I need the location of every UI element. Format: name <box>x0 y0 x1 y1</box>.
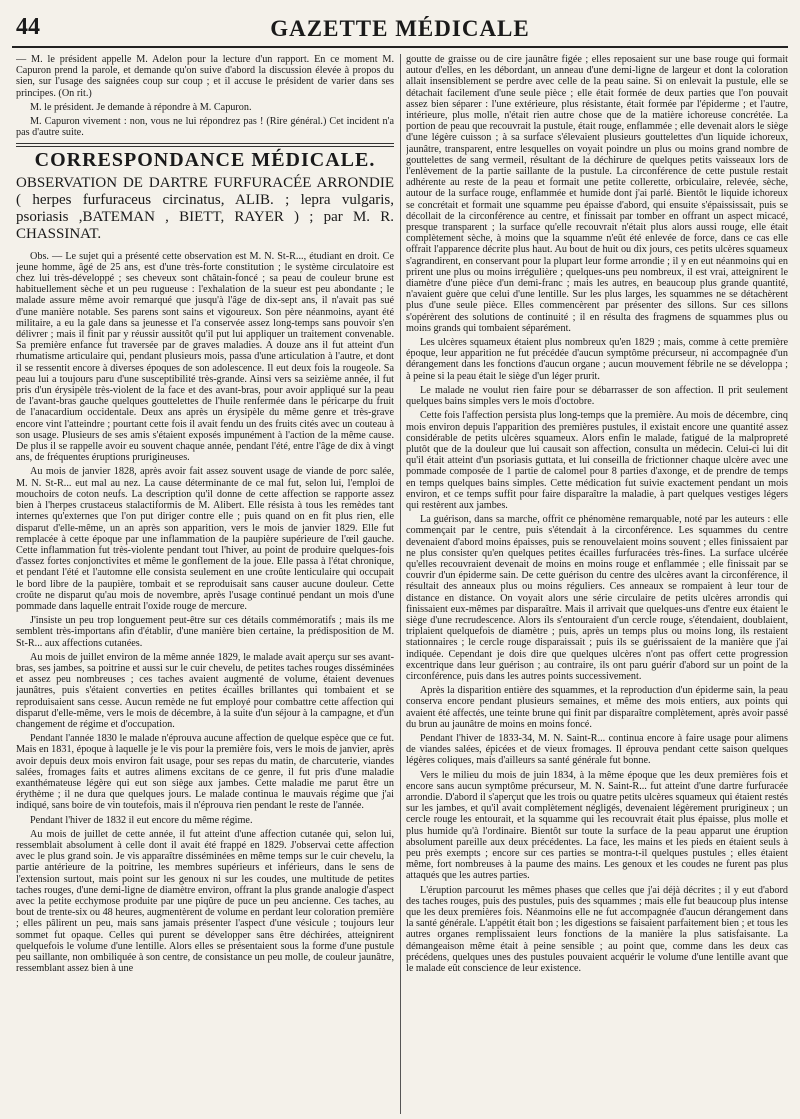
paragraph: Après la disparition entière des squammes, et la reproduction d'un épiderme sain, la peau conserva encore pendant plusieurs semaines, et même des mois entiers, aux points qui avaient été affectés, une teinte brune qui finit par disparaître complètement, après avoir passé du brun au jaunâtre de moins en moins foncé. <box>406 685 788 730</box>
article-title: OBSERVATION DE DARTRE FURFURACÉE ARRONDIE ( herpes furfuraceus circinatus, ALIB. ; lepra vulgaris, psoriasis ,BATEMAN , BIETT, RAYER ) ; par M. R. CHASSINAT. <box>16 174 394 242</box>
paragraph: Cette fois l'affection persista plus long-temps que la première. Au mois de décembre, cinq mois environ depuis l'apparition des premières pustules, il existait encore une quantité assez considérable de petits ulcères squameux. Alors enfin le malade, fatigué de la malpropreté plutôt que de la douleur que lui causait son affection, consulta un médecin. Celui-ci lui dit qu'il était atteint d'un psoriasis guttata, et lui conseilla de frictionner chaque ulcère avec une pommade composée de 1 partie de calomel pour 8 parties d'axonge, et de prendre de temps en temps quelques bains simples. Cette médication fut suivie exactement pendant un mois environ, et ce temps suffit pour faire disparaître la maladie, à part quelques vestiges légers qui restèrent aux jambes. <box>406 410 788 511</box>
page-number: 44 <box>16 14 40 40</box>
paragraph: Au mois de janvier 1828, après avoir fait assez souvent usage de viande de porc salée, M. N. St-R... eut mal au nez. La cause déterminante de ce mal fut, selon lui, l'emploi de mouchoirs de coton neufs. La description qu'il donne de cette affection se rapporte assez bien à l'herpes crustaceus stalactiformis de M. Alibert. Elle résista à tous les remèdes tant internes qu'externes que l'on put diriger contre elle ; puis quand on en fit plus rien, elle disparut d'elle-même, un an après son apparition, vers le mois de janvier 1829. Elle fut remplacée à cette époque par une inflammation de la paupière supérieure de l'œil gauche. Cette inflammation fut très-violente pendant tout l'hiver, au point de produire quelques-fois d'assez fortes conjonctivites et même le gonflement de la joue. Elle passa à l'état chronique, et pendant l'été et l'automne elle consista seulement en une croûte lenticulaire qui occupait le bord libre de la paupière, tombait et se reproduisait sans causer aucune douleur. Cette croûte ne disparut qu'au mois de novembre, après l'usage continué pendant un mois d'une pommade dans laquelle entrait l'oxide rouge de mercure. <box>16 466 394 612</box>
paragraph: Pendant l'hiver de 1833-34, M. N. Saint-R... continua encore à faire usage pour alimens de viandes salées, épicées et de vieux fromages. Il éprouva pendant cette saison quelques légères coliques, mais d'ailleurs sa santé générale fut bonne. <box>406 732 788 767</box>
page-header <box>12 10 788 48</box>
paragraph: Au mois de juillet de cette année, il fut atteint d'une affection cutanée qui, selon lui, ressemblait absolument à celle dont il avait été frappé en 1829. J'observai cette affection avec le plus grand soin. Je vis apparaître disséminées en même temps sur le cuir chevelu, la partie antérieure de la poitrine, les membres supérieurs et inférieurs, dans le sens de l'extension surtout, mais point sur les genoux ni sur les coudes, une multitude de petites taches rouges, d'une demi-ligne de diamètre environ, offrant la plus grande analogie d'aspect avec la petite ecchymose produite par une piqûre de puce un peu ancienne. Ces taches, au bout de trente-six ou 48 heures, augmentèrent de volume en perdant leur coloration première ; elles pâlirent un peu, mais sans jamais présenter l'aspect d'une vésicule ; toujours leur sommet fut opaque. Celles qui purent se développer sans être déchirées, atteignirent quelquefois le volume d'une lentille. Alors elles se présentaient sous la forme d'une pustule peu saillante, non ombiliquée à son centre, de consistance un peu molle, de couleur jaunâtre, ressemblant assez bien à une <box>16 828 394 975</box>
paragraph: L'éruption parcourut les mêmes phases que celles que j'ai déjà décrites ; il y eut d'abord des taches rouges, puis des pustules, puis des squammes ; mais elle fut beaucoup plus intense que les deux premières fois. Néanmoins elle ne fut accompagnée d'aucun dérangement dans la santé générale. L'appétit était bon ; les digestions se faisaient parfaitement bien ; et tous les autres organes remplissaient leurs fonctions de la manière la plus satisfaisante. La démangeaison même était à peine sensible ; au point que, comme dans les deux cas précédens, quelques unes des pustules pouvaient acquérir le volume d'une lentille avant que le malade eût conscience de leur existence. <box>406 884 788 975</box>
left-column <box>16 54 394 1114</box>
paragraph: Les ulcères squameux étaient plus nombreux qu'en 1829 ; mais, comme à cette première époque, leur apparition ne fut précédée d'aucun symptôme précurseur, ni accompagnée d'un dérangement dans les fonctions d'aucun organe ; aucun mouvement fébrile ne se développa ; à peine si la peau était le siège d'un léger prurit. <box>406 337 788 382</box>
column-divider <box>400 54 401 1114</box>
section-title: CORRESPONDANCE MÉDICALE. <box>34 149 376 172</box>
right-column <box>406 54 788 1114</box>
paragraph: M. le président. Je demande à répondre à M. Capuron. <box>30 101 252 113</box>
paragraph: J'insiste un peu trop longuement peut-être sur ces détails commémoratifs ; mais ils me semblent très-importans afin d'établir, d'une manière bien certaine, la prédisposition de M. St-R... aux affections cutanées. <box>16 615 394 649</box>
journal-title: GAZETTE MÉDICALE <box>270 16 530 41</box>
paragraph: Pendant l'année 1830 le malade n'éprouva aucune affection de quelque espèce que ce fut. Mais en 1831, époque à laquelle je le vis pour la première fois, vers le mois de janvier, après avoir depuis deux mois environ fait usage, pour ses repas du matin, de charcuterie, viandes salées, fromages faits et autres alimens excitans de ce genre, il fut pris d'une maladie exanthémateuse légère qui eut son siège aux jambes. Cette maladie me parut être un érythème ; il ne dura que quelques jours. Le malade continua le mauvais régime que j'ai indiqué, sans boire de vin toutefois, mais il n'éprouva rien pendant le reste de l'année. <box>16 733 394 812</box>
paragraph: Le malade ne voulut rien faire pour se débarrasser de son affection. Il prit seulement quelques bains simples vers le mois d'octobre. <box>406 384 788 408</box>
section-divider <box>16 146 394 147</box>
paragraph: Obs. — Le sujet qui a présenté cette observation est M. N. St-R..., étudiant en droit. Ce jeune homme, âgé de 25 ans, est d'une très-forte constitution ; le système circulatoire est chez lui très-développé ; ses cheveux sont châtain-foncé ; sa peau de couleur brune est habituellement sèche et un peu rugueuse : l'exhalation de la sueur est peu abondante ; le malade assure même avoir remarqué que jusqu'à l'âge de dix-sept ans, il n'avait pas sué d'une manière notable. Ses parens sont sains et vigoureux. Son père néanmoins, ayant été militaire, a eu la gale dans sa jeunesse et l'a conservée assez long-temps sans pouvoir s'en délivrer ; mais il finit par y réussir aussitôt qu'il put lui appliquer un traitement convenable. Sa première enfance fut traversée par de graves maladies. A douze ans il fut atteint d'un rhumatisme articulaire qui, pendant plusieurs mois, passa d'une articulation à l'autre, et dont il se ressentit encore à diverses époques de son adolescence. Il eut deux fois la rougeole. Sa peau lui a toujours paru d'une susceptibilité très-grande. Ainsi vers sa seizième année, il fut pris d'un érysipèle très-violent de la face et des avant-bras, pour avoir appliqué sur la peau de l'avant-bras gauche quelques gouttelettes de l'huile renfermée dans le péricarpe du fruit de l'anacardium occidentale. Deux ans après un érysipèle du même genre et très-grave encore vint l'atteindre ; pourtant cette fois il avait fendu un des fruits cités avec un couteau à son usage. Plusieurs de ses amis s'étaient exposés impunément à l'action de la même cause. De plus il se rappelle avoir eu souvent chaque année, pendant l'été, entre l'âge de dix à vingt ans, de fréquentes éruptions prurigineuses. <box>16 250 394 464</box>
paragraph: Au mois de juillet environ de la même année 1829, le malade avait aperçu sur ses avant-bras, ses jambes, sa poitrine et aussi sur le cuir chevelu, de petites taches rouges disséminées et assez peu nombreuses ; ces taches avaient augmenté de volume, étaient devenues jaunâtres, puis s'étaient converties en petites écailles brillantes qui tombaient et se reproduisaient sans cesse. Aucun remède ne fut employé pour combattre cette affection qui disparut d'elle-même, vers le mois de décembre, à la suite d'un séjour à la campagne, et d'un changement de régime et d'occupation. <box>16 651 394 730</box>
paragraph: — M. le président appelle M. Adelon pour la lecture d'un rapport. En ce moment M. Capuron prend la parole, et demande qu'on suive d'abord la discussion élevée à propos du sien, sur l'usage des saignées coup sur coup ; et il accuse le président de varier dans ses principes. (On rit.) <box>16 54 394 99</box>
paragraph: Pendant l'hiver de 1832 il eut encore du même régime. <box>30 814 253 826</box>
paragraph: M. Capuron vivement : non, vous ne lui répondrez pas ! (Rire général.) Cet incident n'a pas d'autre suite. <box>16 116 394 139</box>
paragraph: La guérison, dans sa marche, offrit ce phénomène remarquable, noté par les auteurs : elle commençait par le centre, puis s'étendait à la circonférence. Les squammes du centre devenaient d'abord moins épaisses, puis se renouvelaient moins souvent ; elles finissaient par ne plus consister qu'en quelques petites écailles furfuracées très-fines. La surface ulcérée qu'elles recouvraient devenait de moins en moins rouge et enflammée ; elle finissait par se couvrir d'un épiderme sain. De cette guérison du centre des ulcères avant la circonférence, il résultait des anneaux plus ou moins réguliers. Ces anneaux se rompaient à leur tour de distance en distance. On voyait alors une série circulaire de petits ulcères arrondis qui finissaient eux-mêmes par disparaître. Mais il arrivait que quelques-uns d'entre eux étaient le siège d'une recrudescence. Alors ils s'entouraient d'un cercle rouge, s'étendaient, doublaient, triplaient quelquefois de diamètre ; puis, après un temps plus ou moins long, ils restaient stationnaires ; le cercle rouge disparaissait ; puis ils se guérissaient de la manière que j'ai indiquée. Cependant je dois dire que quelques ulcères n'ont pas offert cette progression excentrique dans leur guérison ; au contraire, ils ont paru guérir d'abord sur un point de la circonférence, puis dans les autres points successivement. <box>406 514 788 682</box>
paragraph: goutte de graisse ou de cire jaunâtre figée ; elles reposaient sur une base rouge qui formait autour d'elles, en les débordant, un anneau d'une demi-ligne de largeur et dont la coloration allait insensiblement se perdre avec celle de la peau saine. Si on enlevait la pustule, elle se détachait facilement d'une seule pièce ; elle était formée de deux parties que l'on pouvait assez bien séparer : l'une extérieure, plus résistante, était formée par l'épiderme ; et l'autre, intérieure, plus molle, n'était rien autre chose que de la matière ichoreuse concrétée. La portion de peau que recouvrait la pustule, était rouge, enflammée ; elle devenait alors le siège d'une légère cuisson ; à sa surface s'élevaient plusieurs gouttelettes d'un liquide ichoreux, jaunâtre, transparent, entre lesquelles on voyait poindre un plus ou moins grand nombre de gouttelettes de sang vermeil, résultant de la déchirure de quelques petits vaisseaux lors de l'enlèvement de la partie saillante de la pustule. La circonférence de cette pustule restait adhérente au reste de la peau et formait une petite collerette, orbiculaire, relevée, sèche, autour de la surface rouge, enflammée et humide dont j'ai parlé. Bientôt le liquide ichoreux se concrétait et formait une squamme peu épaisse d'abord, qui ensuite s'épaississait, puis se décollait de la circonférence au centre, et finissait par tomber en offrant un aspect micacé, presque transparent ; la surface qu'elle recouvrait n'était plus alors aussi rouge, elle était complètement sèche, à moins que la squamme n'eût été enlevée de force, dans ce cas elle offrait l'apparence décrite plus haut. Au bout de huit ou dix jours, ces petits ulcères squameux s'agrandirent, en conservant pour la plupart leur forme arrondie ; il y en eut néanmoins qui en prirent une plus ou moins irrégulière ; quelques-uns peu nombreux, il est vrai, atteignirent le diamètre d'une pièce d'un demi-franc ; mais les autres, en beaucoup plus grande quantité, n'avaient guère que celui d'une lentille. Sur les plus larges, les squammes ne se détachèrent plus d'une seule pièce. Elles commencèrent par présenter des sillons. Sur ces sillons s'opérèrent des solutions de continuité ; il en résulta des fragmens de squammes plus ou moins grands qui tombaient séparément. <box>406 54 788 334</box>
paragraph: Vers le milieu du mois de juin 1834, à la même époque que les deux premières fois et encore sans aucun symptôme précurseur, M. N. Saint-R... fut atteint d'une dartre furfuracée arrondie. D'abord il s'aperçut que les trois ou quatre petits ulcères squameux qui étaient restés sur les jambes, et qu'il avait complètement négligés, devenaient légèrement prurigineux ; un cercle rouge les entourait, et la squamme qui les recouvrait était plus épaisse, plus molle et plus humide qu'à l'ordinaire. Bientôt sur toute la surface de la peau apparut une éruption absolument pareille aux deux précédentes. La face, les mains et les pieds en étaient seuls à peu près exempts ; encore sur ces parties se montra-t-il quelques pustules ; elles étaient même, fort nombreuses à la paume des mains. Les genoux et les coudes ne furent pas plus attaqués que les autres parties. <box>406 769 788 882</box>
section-divider <box>16 143 394 144</box>
